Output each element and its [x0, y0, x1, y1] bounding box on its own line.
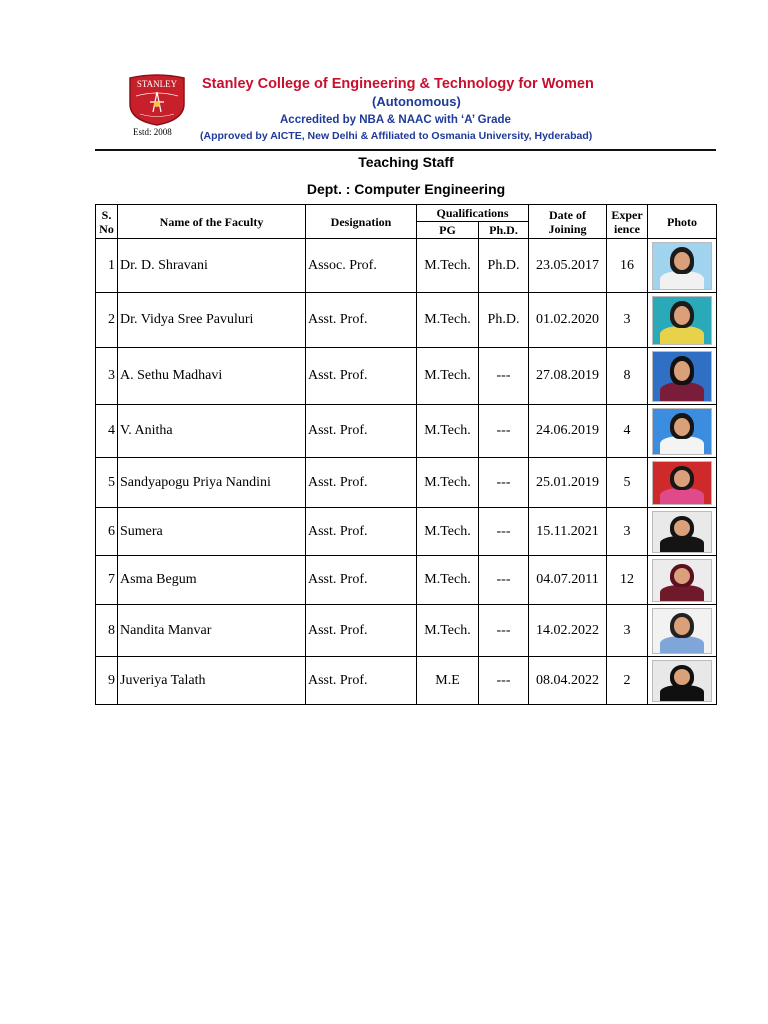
- cell-sno: 4: [96, 405, 118, 458]
- cell-doj: 27.08.2019: [529, 348, 607, 405]
- cell-doj: 24.06.2019: [529, 405, 607, 458]
- table-row: [96, 508, 717, 556]
- cell-designation: Asst. Prof.: [306, 348, 417, 405]
- photo-face: [674, 252, 690, 270]
- faculty-photo: [652, 660, 712, 702]
- table-row: [96, 458, 717, 508]
- cell-pg: M.Tech.: [417, 405, 479, 458]
- cell-pg: M.Tech.: [417, 239, 479, 293]
- cell-sno: 1: [96, 239, 118, 293]
- cell-photo: [648, 293, 717, 348]
- faculty-photo: [652, 511, 712, 553]
- faculty-photo: [652, 559, 712, 602]
- faculty-photo: [652, 461, 712, 505]
- cell-pg: M.Tech.: [417, 605, 479, 657]
- cell-name: Sandyapogu Priya Nandini: [118, 458, 306, 508]
- cell-sno: 7: [96, 556, 118, 605]
- photo-face: [674, 568, 690, 584]
- table-row: [96, 293, 717, 348]
- cell-name: Asma Begum: [118, 556, 306, 605]
- header-pg: PG: [417, 222, 479, 239]
- table-row: [96, 556, 717, 605]
- cell-doj: 14.02.2022: [529, 605, 607, 657]
- table-row: [96, 605, 717, 657]
- cell-photo: [648, 458, 717, 508]
- cell-experience: 3: [607, 605, 648, 657]
- cell-designation: Asst. Prof.: [306, 293, 417, 348]
- cell-doj: 25.01.2019: [529, 458, 607, 508]
- cell-designation: Asst. Prof.: [306, 657, 417, 705]
- photo-face: [674, 669, 690, 685]
- cell-name: Dr. D. Shravani: [118, 239, 306, 293]
- cell-name: V. Anitha: [118, 405, 306, 458]
- cell-designation: Asst. Prof.: [306, 458, 417, 508]
- cell-photo: [648, 239, 717, 293]
- header-photo: Photo: [648, 205, 717, 239]
- header-sno: S. No: [96, 205, 118, 239]
- photo-body: [660, 326, 704, 344]
- faculty-photo: [652, 242, 712, 290]
- department-title: Dept. : Computer Engineering: [306, 181, 506, 197]
- cell-experience: 12: [607, 556, 648, 605]
- photo-body: [660, 636, 704, 653]
- cell-designation: Asst. Prof.: [306, 508, 417, 556]
- cell-name: Sumera: [118, 508, 306, 556]
- cell-photo: [648, 657, 717, 705]
- cell-sno: 9: [96, 657, 118, 705]
- cell-doj: 15.11.2021: [529, 508, 607, 556]
- cell-doj: 08.04.2022: [529, 657, 607, 705]
- faculty-photo: [652, 408, 712, 455]
- cell-experience: 16: [607, 239, 648, 293]
- section-title: Teaching Staff: [358, 154, 454, 170]
- cell-phd: ---: [479, 405, 529, 458]
- faculty-photo: [652, 351, 712, 402]
- cell-sno: 6: [96, 508, 118, 556]
- logo-text: STANLEY: [136, 79, 178, 89]
- cell-name: A. Sethu Madhavi: [118, 348, 306, 405]
- cell-phd: ---: [479, 458, 529, 508]
- estd-text: Estd: 2008: [133, 127, 172, 137]
- cell-pg: M.Tech.: [417, 556, 479, 605]
- cell-photo: [648, 405, 717, 458]
- accreditation-text: Accredited by NBA & NAAC with ‘A’ Grade: [280, 114, 511, 126]
- cell-name: Nandita Manvar: [118, 605, 306, 657]
- photo-face: [674, 520, 690, 536]
- header-phd: Ph.D.: [479, 222, 529, 239]
- photo-face: [674, 361, 690, 381]
- cell-pg: M.Tech.: [417, 458, 479, 508]
- faculty-photo: [652, 296, 712, 345]
- cell-photo: [648, 605, 717, 657]
- cell-photo: [648, 348, 717, 405]
- header-designation: Designation: [306, 205, 417, 239]
- header-experience: Exper ience: [607, 205, 648, 239]
- cell-phd: Ph.D.: [479, 293, 529, 348]
- approval-text: (Approved by AICTE, New Delhi & Affiliated to Osmania University, Hyderabad): [200, 130, 593, 142]
- cell-sno: 3: [96, 348, 118, 405]
- cell-phd: Ph.D.: [479, 239, 529, 293]
- cell-doj: 04.07.2011: [529, 556, 607, 605]
- cell-pg: M.Tech.: [417, 348, 479, 405]
- faculty-photo: [652, 608, 712, 654]
- autonomous-label: (Autonomous): [372, 94, 461, 109]
- cell-phd: ---: [479, 657, 529, 705]
- header-name: Name of the Faculty: [118, 205, 306, 239]
- header-divider: [95, 149, 716, 151]
- cell-sno: 8: [96, 605, 118, 657]
- photo-body: [660, 585, 704, 601]
- college-name: Stanley College of Engineering & Technology for Women: [202, 76, 594, 92]
- cell-phd: ---: [479, 556, 529, 605]
- cell-designation: Asst. Prof.: [306, 556, 417, 605]
- table-row: [96, 348, 717, 405]
- table-row: [96, 239, 717, 293]
- cell-designation: Assoc. Prof.: [306, 239, 417, 293]
- staff-table: [95, 204, 717, 705]
- cell-sno: 5: [96, 458, 118, 508]
- photo-face: [674, 418, 690, 436]
- table-row: [96, 657, 717, 705]
- cell-designation: Asst. Prof.: [306, 405, 417, 458]
- header-doj: Date of Joining: [529, 205, 607, 239]
- table-row: [96, 405, 717, 458]
- cell-experience: 5: [607, 458, 648, 508]
- cell-experience: 3: [607, 508, 648, 556]
- cell-pg: M.Tech.: [417, 508, 479, 556]
- cell-experience: 8: [607, 348, 648, 405]
- cell-experience: 2: [607, 657, 648, 705]
- cell-experience: 4: [607, 405, 648, 458]
- cell-photo: [648, 556, 717, 605]
- college-logo: [126, 74, 188, 126]
- cell-name: Juveriya Talath: [118, 657, 306, 705]
- cell-name: Dr. Vidya Sree Pavuluri: [118, 293, 306, 348]
- cell-photo: [648, 508, 717, 556]
- header-qualifications: Qualifications: [417, 205, 529, 222]
- cell-pg: M.Tech.: [417, 293, 479, 348]
- cell-pg: M.E: [417, 657, 479, 705]
- photo-face: [674, 470, 690, 487]
- photo-face: [674, 306, 690, 325]
- cell-experience: 3: [607, 293, 648, 348]
- photo-face: [674, 617, 690, 635]
- cell-doj: 23.05.2017: [529, 239, 607, 293]
- cell-phd: ---: [479, 508, 529, 556]
- cell-phd: ---: [479, 348, 529, 405]
- cell-phd: ---: [479, 605, 529, 657]
- cell-doj: 01.02.2020: [529, 293, 607, 348]
- cell-designation: Asst. Prof.: [306, 605, 417, 657]
- cell-sno: 2: [96, 293, 118, 348]
